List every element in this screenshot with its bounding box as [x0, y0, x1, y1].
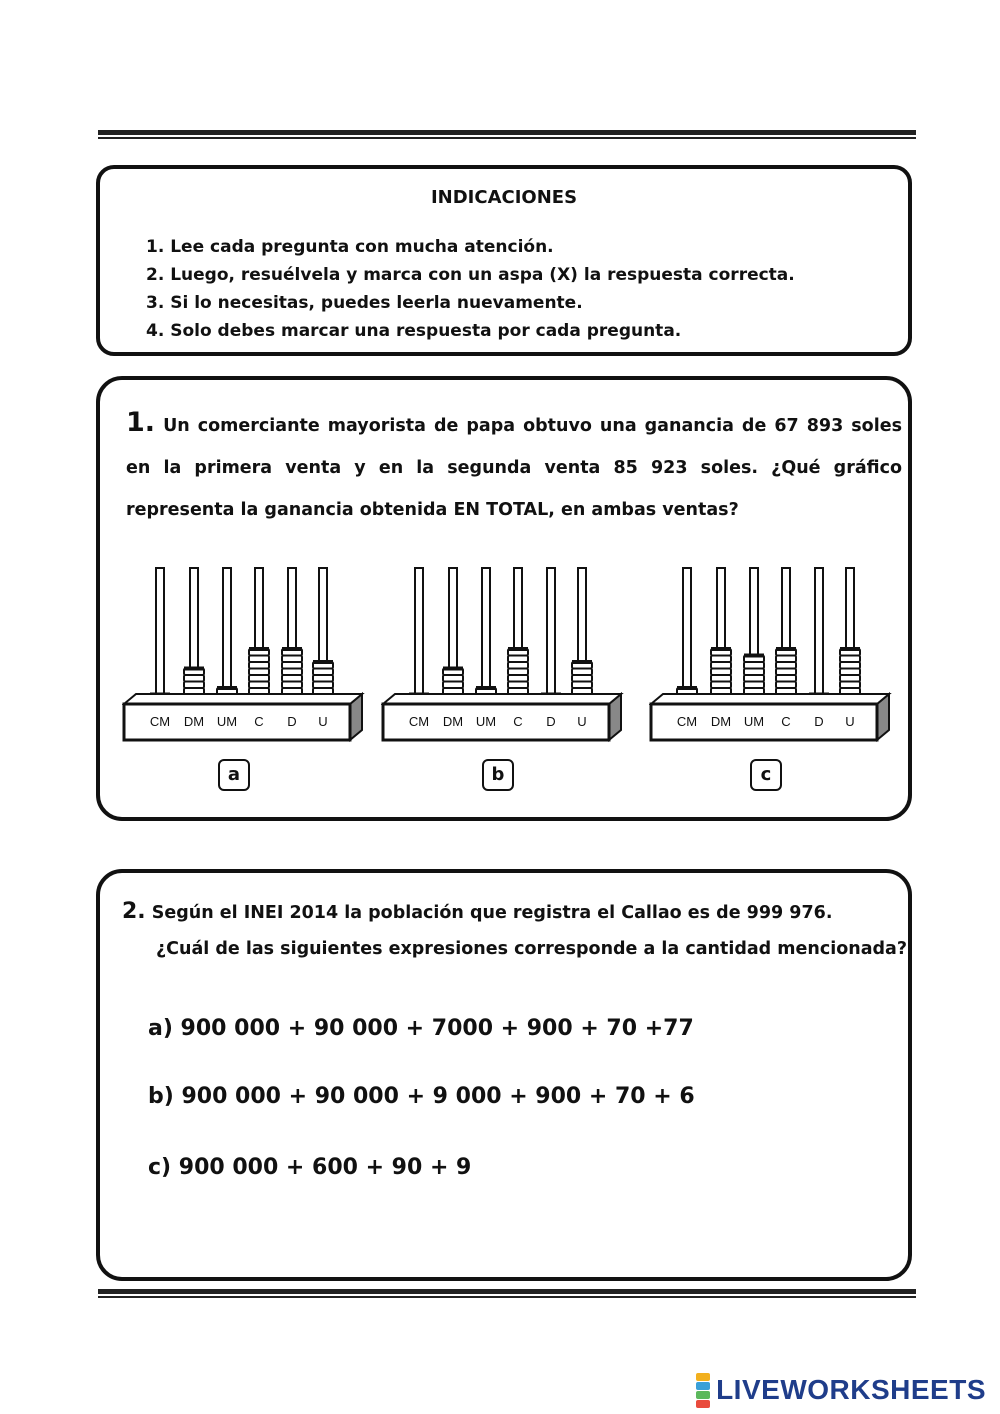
abacus-column-label: UM — [216, 714, 238, 729]
question-1-number: 1. — [126, 407, 156, 438]
abacus-rod — [223, 568, 231, 704]
abacus-option-c — [649, 564, 894, 744]
abacus-column-label: UM — [475, 714, 497, 729]
abacus-bead-cap — [572, 660, 592, 664]
abacus-bead-cap — [249, 647, 269, 651]
abacus-column-label: CM — [408, 714, 430, 729]
abacus-rod — [415, 568, 423, 704]
abacus-rod — [482, 568, 490, 704]
abacus-bead-cap — [677, 686, 697, 690]
abacus-column-label: U — [845, 714, 855, 729]
option-c-box[interactable]: c — [750, 759, 782, 791]
abacus-bead-cap — [711, 647, 731, 651]
instructions-title: INDICACIONES — [430, 187, 578, 208]
option-b-box[interactable]: b — [482, 759, 514, 791]
abacus-column-label: CM — [149, 714, 171, 729]
abacus-column-label: C — [781, 714, 791, 729]
liveworksheets-brand — [696, 1370, 986, 1410]
abacus-column-label: C — [513, 714, 523, 729]
abacus-column-label: DM — [183, 714, 205, 729]
abacus-rod — [547, 568, 555, 704]
question-2-line-1 — [122, 899, 832, 924]
abacus-bead-cap — [776, 647, 796, 651]
abacus-bead-cap — [840, 647, 860, 651]
abacus-bead-cap — [313, 660, 333, 664]
abacus-rod — [815, 568, 823, 704]
instruction-item: 4. Solo debes marcar una respuesta por cada pregunta. — [146, 321, 682, 341]
instructions-box — [96, 165, 912, 356]
question-2-option-b[interactable]: b) 900 000 + 90 000 + 9 000 + 900 + 70 + 6 — [148, 1084, 695, 1109]
instruction-item: 3. Si lo necesitas, puedes leerla nuevamente. — [146, 293, 583, 313]
abacus-rod — [156, 568, 164, 704]
brand-name: LIVEWORKSHEETS — [716, 1374, 986, 1405]
question-2-box — [96, 869, 912, 1281]
abacus-svg — [122, 564, 367, 744]
instructions-list — [146, 233, 795, 345]
liveworksheets-logo-icon — [696, 1373, 710, 1408]
abacus-column-label: U — [318, 714, 328, 729]
abacus-bead-cap — [476, 686, 496, 690]
abacus-rod — [683, 568, 691, 704]
abacus-column-label: D — [287, 714, 297, 729]
option-a-box[interactable]: a — [218, 759, 250, 791]
question-1-text — [126, 402, 902, 531]
bottom-rule — [98, 1289, 916, 1298]
abacus-bead-cap — [443, 667, 463, 671]
abacus-column-label: D — [814, 714, 824, 729]
question-2-statement: Según el INEI 2014 la población que registra el Callao es de 999 976. — [151, 903, 833, 923]
abacus-column-label: C — [254, 714, 264, 729]
question-1-statement: Un comerciante mayorista de papa obtuvo una ganancia de 67 893 soles en la primera venta y en la segunda venta 85 923 soles. ¿Qué gráfico representa la ganancia obtenida EN TOTAL, en ambas ventas? — [126, 416, 902, 520]
abacus-option-a — [122, 564, 367, 744]
question-2-option-c[interactable]: c) 900 000 + 600 + 90 + 9 — [148, 1155, 472, 1180]
question-2-number: 2. — [122, 899, 146, 924]
abacus-column-label: DM — [710, 714, 732, 729]
abacus-column-label: CM — [676, 714, 698, 729]
abacus-svg — [381, 564, 626, 744]
question-2-option-a[interactable]: a) 900 000 + 90 000 + 7000 + 900 + 70 +77 — [148, 1016, 694, 1041]
instruction-item: 1. Lee cada pregunta con mucha atención. — [146, 237, 554, 257]
abacus-bead-cap — [744, 654, 764, 658]
abacus-bead-cap — [508, 647, 528, 651]
abacus-column-label: U — [577, 714, 587, 729]
abacus-bead-cap — [282, 647, 302, 651]
abacus-column-label: UM — [743, 714, 765, 729]
abacus-column-label: DM — [442, 714, 464, 729]
instruction-item: 2. Luego, resuélvela y marca con un aspa (X) la respuesta correcta. — [146, 265, 795, 285]
top-rule — [98, 130, 916, 139]
question-1-box — [96, 376, 912, 821]
question-2-line-2: ¿Cuál de las siguientes expresiones corresponde a la cantidad mencionada? — [156, 939, 907, 959]
abacus-svg — [649, 564, 894, 744]
abacus-bead-cap — [184, 667, 204, 671]
abacus-bead-cap — [217, 686, 237, 690]
abacus-option-b — [381, 564, 626, 744]
abacus-column-label: D — [546, 714, 556, 729]
